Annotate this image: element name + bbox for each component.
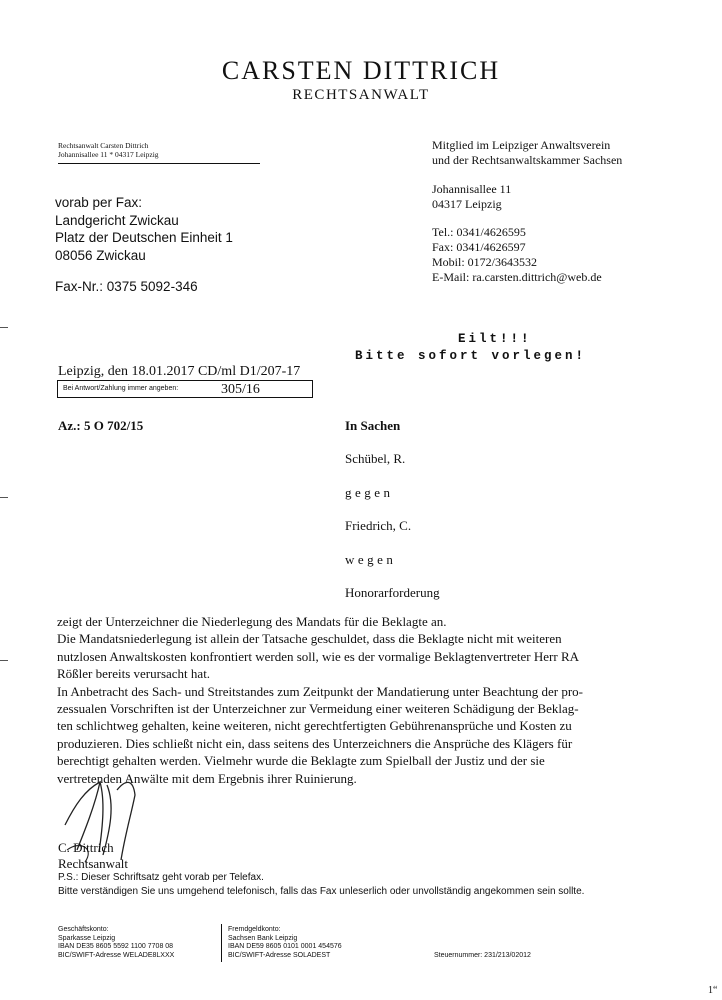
- business-account-iban: IBAN DE35 8605 5592 1100 7708 08: [58, 943, 174, 950]
- plaintiff: Schübel, R.: [345, 451, 406, 466]
- signature-name: C. Dittrich: [58, 840, 114, 855]
- regarding-label: wegen: [345, 552, 397, 567]
- postscript: P.S.: Dieser Schriftsatz geht vorab per Telefax.: [58, 872, 264, 883]
- membership-line: und der Rechtsanwaltskammer Sachsen: [432, 153, 623, 167]
- body-line: vertretenden Anwälte mit dem Ergebnis ihrer Ruinierung.: [57, 770, 357, 786]
- body-line: In Anbetracht des Sach- und Streitstandes zum Zeitpunkt der Mandatierung unter Beachtung der pro-: [57, 683, 583, 699]
- recipient-name: Landgericht Zwickau: [55, 212, 179, 228]
- trust-account-bank: Sachsen Bank Leipzig: [228, 934, 298, 942]
- reference-number: 305/16: [221, 382, 260, 397]
- reference-label: Bei Antwort/Zahlung immer angeben:: [63, 385, 179, 392]
- body-line: berechtigt gehalten werden. Vielmehr wurde die Beklagte zum Spielball der Justiz und der sie: [57, 753, 545, 769]
- case-heading: In Sachen: [345, 418, 401, 433]
- urgent-instruction: Bitte sofort vorlegen!: [355, 349, 587, 363]
- sender-underline: [58, 163, 260, 164]
- body-line: zeigt der Unterzeichner die Niederlegung des Mandats für die Beklagte an.: [57, 614, 447, 629]
- business-account-bank: Sparkasse Leipzig: [58, 934, 116, 942]
- letter-body: [57, 613, 697, 787]
- contact-mobil: Mobil: 0172/3643532: [432, 255, 538, 269]
- recipient-street: Platz der Deutschen Einheit 1: [55, 230, 233, 245]
- case-number: Az.: 5 O 702/15: [58, 418, 144, 433]
- margin-mark: [0, 660, 8, 661]
- recipient-address: [55, 194, 233, 264]
- page-corner-mark: 1“: [708, 985, 718, 996]
- office-street: Johannisallee 11: [432, 182, 512, 196]
- letterhead-name: CARSTEN DITTRICH: [221, 56, 501, 85]
- trust-account: [228, 926, 342, 960]
- body-line: zessualen Vorschriften ist der Unterzeichner zur Vermeidung einer weiteren Schädigung der Beklag-: [57, 701, 579, 717]
- office-address: [432, 182, 511, 212]
- body-line: ten schlichtweg gehalten, keine weiteren, nicht gerechtfertigten Gebührenansprüche und Kosten zu: [57, 718, 572, 734]
- defendant: Friedrich, C.: [345, 518, 412, 533]
- contact-email: E-Mail: ra.carsten.dittrich@web.de: [432, 270, 602, 284]
- margin-mark: [0, 497, 8, 498]
- recipient-city: 08056 Zwickau: [55, 247, 146, 263]
- contact-fax: Fax: 0341/4626597: [432, 240, 526, 254]
- footer-divider: [221, 924, 222, 962]
- body-line: produzieren. Dies schließt nicht ein, dass seitens des Unterzeichners die Ansprüche des Klägers für: [57, 735, 573, 751]
- contact-block: [432, 225, 602, 285]
- margin-mark: [0, 327, 8, 328]
- membership-line: Mitglied im Leipziger Anwaltsverein: [432, 138, 611, 152]
- date-line: Leipzig, den 18.01.2017 CD/ml D1/207-17: [58, 364, 301, 379]
- recipient-via: vorab per Fax:: [55, 195, 143, 210]
- case-subject: Honorarforderung: [345, 585, 440, 600]
- letterhead-title: RECHTSANWALT: [292, 87, 430, 103]
- tax-number: Steuernummer: 231/213/02012: [434, 952, 531, 959]
- membership-block: [432, 138, 622, 168]
- reference-box: [57, 380, 313, 398]
- sender-return-line: Rechtsanwalt Carsten Dittrich: [58, 141, 149, 150]
- sender-return-line: Johannisallee 11 * 04317 Leipzig: [58, 150, 159, 159]
- contact-tel: Tel.: 0341/4626595: [432, 225, 526, 239]
- office-city: 04317 Leipzig: [432, 197, 502, 211]
- trust-account-iban: IBAN DE59 8605 0101 0001 454576: [228, 943, 342, 950]
- fax-notice: Bitte verständigen Sie uns umgehend telefonisch, falls das Fax unleserlich oder unvollständig angekommen sein sollte.: [58, 886, 585, 897]
- urgent-notice: Eilt!!!: [458, 332, 532, 346]
- business-account: [58, 926, 174, 960]
- body-line: Rößler bereits verursacht hat.: [57, 666, 211, 682]
- trust-account-bic: BIC/SWIFT-Adresse SOLADEST: [228, 951, 331, 959]
- sender-return-address: [58, 141, 159, 159]
- body-line: Die Mandatsniederlegung ist allein der Tatsache geschuldet, dass die Beklagte nicht mit weiteren: [57, 631, 562, 647]
- recipient-fax: Fax-Nr.: 0375 5092-346: [55, 279, 198, 294]
- business-account-bic: BIC/SWIFT-Adresse WELADE8LXXX: [58, 951, 175, 959]
- signature-role: Rechtsanwalt: [58, 856, 129, 871]
- body-line: nutzlosen Anwaltskosten konfrontiert werden soll, wie es der vormalige Beklagtenvertreter Herr RA: [57, 648, 580, 664]
- trust-account-title: Fremdgeldkonto:: [228, 926, 281, 933]
- business-account-title: Geschäftskonto:: [58, 926, 109, 933]
- versus-label: gegen: [345, 485, 394, 500]
